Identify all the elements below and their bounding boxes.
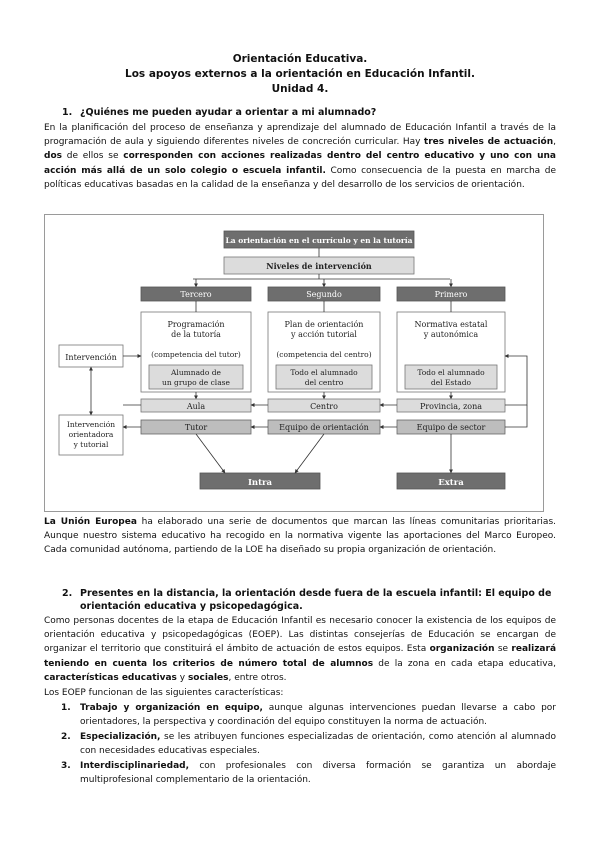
diagram-svg xyxy=(45,215,543,511)
list-item-title: Interdisciplinariedad, xyxy=(80,761,190,771)
column-competence: (competencia del tutor) xyxy=(151,350,241,359)
left-tutorial-line: Intervención xyxy=(66,420,116,429)
column-inner-line: del centro xyxy=(304,378,344,387)
intra-label: Intra xyxy=(247,478,273,488)
text-run: La Unión Europea xyxy=(44,517,137,527)
list-item-title: Especialización, xyxy=(80,732,161,742)
column-agent: Tutor xyxy=(184,423,208,432)
text-run: realizará teniendo en cuenta los criterios de número total de alumnos xyxy=(44,644,557,669)
list-item-number: 2. xyxy=(61,732,71,742)
extra-label: Extra xyxy=(438,478,464,488)
column-description-line: y acción tutorial xyxy=(291,330,357,339)
text-run: de la zona en cada etapa educativa, xyxy=(373,658,556,669)
column-inner-line: un grupo de clase xyxy=(162,378,230,387)
section-2-heading-line-2: orientación educativa y psicopedagógica. xyxy=(80,601,303,612)
section-1-heading-text: ¿Quiénes me pueden ayudar a orientar a mi alumnado? xyxy=(80,107,377,118)
section-2-number: 2. xyxy=(62,588,73,599)
diagram-title: La orientación en el currículo y en la tutoría xyxy=(225,236,413,245)
column-inner-line: Todo el alumnado xyxy=(417,368,485,377)
column-description-line: Plan de orientación xyxy=(284,320,364,329)
section-1-number: 1. xyxy=(62,107,73,118)
orientation-diagram xyxy=(44,214,544,512)
column-description-line: de la tutoría xyxy=(171,330,221,339)
column-header: Tercero xyxy=(180,290,212,299)
column-inner-line: Alumnado de xyxy=(171,368,221,377)
doc-title-line-3: Unidad 4. xyxy=(271,83,329,95)
right-loop-lower xyxy=(505,405,527,427)
section-2-heading xyxy=(62,587,556,613)
column-scope: Provincia, zona xyxy=(419,402,483,411)
list-item xyxy=(61,701,556,729)
section-2-heading-line-1: Presentes en la distancia, la orientación desde fuera de la escuela infantil: El equipo de xyxy=(80,588,552,599)
section-2-paragraph xyxy=(44,614,556,685)
column-inner-line: del Estado xyxy=(430,378,472,387)
column-description-line: Normativa estatal xyxy=(414,320,488,329)
column-header: Segundo xyxy=(306,290,342,299)
column-scope: Centro xyxy=(310,402,338,411)
section-1-after-figure xyxy=(44,515,556,558)
text-run: características educativas xyxy=(44,672,177,683)
connector-tutor-intra xyxy=(196,434,225,473)
connector-orientacion-intra xyxy=(295,434,324,473)
section-2-list-intro: Los EOEP funcionan de las siguientes características: xyxy=(44,688,284,698)
list-item xyxy=(61,730,556,758)
text-run: y xyxy=(176,672,188,683)
list-item-text: aunque algunas intervenciones puedan llevarse a cabo por orientadores, la perspectiva y coordinación del equipo constituyen la norma de actuación. xyxy=(80,703,556,728)
column-competence: (competencia del centro) xyxy=(276,350,372,359)
left-tutorial-line: y tutorial xyxy=(73,440,109,449)
text-run: se xyxy=(494,644,512,655)
text-run: Como consecuencia de la puesta en marcha de políticas educativas basadas en la calidad de la enseñanza y del desarrollo de los servicios de orientación. xyxy=(44,165,556,190)
text-run: de ellos se xyxy=(61,151,124,162)
list-item xyxy=(61,759,556,787)
section-1-paragraph xyxy=(44,121,556,192)
list-item-title: Trabajo y organización en equipo, xyxy=(80,703,263,713)
text-run: Como personas docentes de la etapa de Educación Infantil es necesario conocer la existencia de los equipos de orientación educativa y psicopedagógicas (EOEP). Las distintas consejerías de Educación se encargan de organizar el territorio que constituirá el ámbito de actuación de estos equipos. Esta xyxy=(44,616,556,655)
text-run: sociales xyxy=(187,672,229,683)
column-description-line: y autonómica xyxy=(423,330,479,339)
column-agent: Equipo de sector xyxy=(416,423,486,432)
column-description-line: Programación xyxy=(167,320,225,329)
list-item-number: 1. xyxy=(61,703,71,713)
text-run: dos xyxy=(44,151,62,162)
text-run: En la planificación del proceso de enseñanza y aprendizaje del alumnado de Educación Infantil a través de la programación de aula y siguiendo diferentes niveles de concreción curricular. Hay xyxy=(44,123,556,148)
list-item-number: 3. xyxy=(61,761,71,771)
right-loop-upper xyxy=(505,356,527,405)
column-header: Primero xyxy=(434,290,468,299)
text-run: ha elaborado una serie de documentos que marcan las líneas comunitarias prioritarias. Aunque nuestro sistema educativo ha recogido en la normativa vigente las aportaciones del Marco Europeo. Cada comunidad autónoma, partiendo de la LOE ha diseñado su propia organización de orientación. xyxy=(44,517,556,556)
column-agent: Equipo de orientación xyxy=(279,423,369,432)
doc-title-line-1: Orientación Educativa. xyxy=(232,53,368,65)
doc-title-line-2: Los apoyos externos a la orientación en Educación Infantil. xyxy=(125,68,475,80)
section-1-heading xyxy=(62,106,377,119)
text-run: , entre otros. xyxy=(228,672,287,683)
list-item-text: con profesionales con diversa formación se garantiza un abordaje multiprofesional complementario de la orientación. xyxy=(80,761,556,786)
levels-label: Niveles de intervención xyxy=(266,261,372,271)
column-scope: Aula xyxy=(186,402,206,411)
text-run: organización xyxy=(429,644,495,655)
list-item-text: se les atribuyen funciones especializadas de orientación, como atención al alumnado con necesidades educativas especiales. xyxy=(80,732,556,757)
left-tutorial-line: orientadora xyxy=(68,430,114,439)
column-inner-line: Todo el alumnado xyxy=(290,368,358,377)
left-intervention-label: Intervención xyxy=(65,353,117,362)
text-run: tres niveles de actuación xyxy=(423,137,554,148)
text-run: , xyxy=(553,137,556,148)
text-run: corresponden con acciones realizadas dentro del centro educativo y uno con una acción más allá de un solo colegio o escuela infantil. xyxy=(44,151,556,176)
